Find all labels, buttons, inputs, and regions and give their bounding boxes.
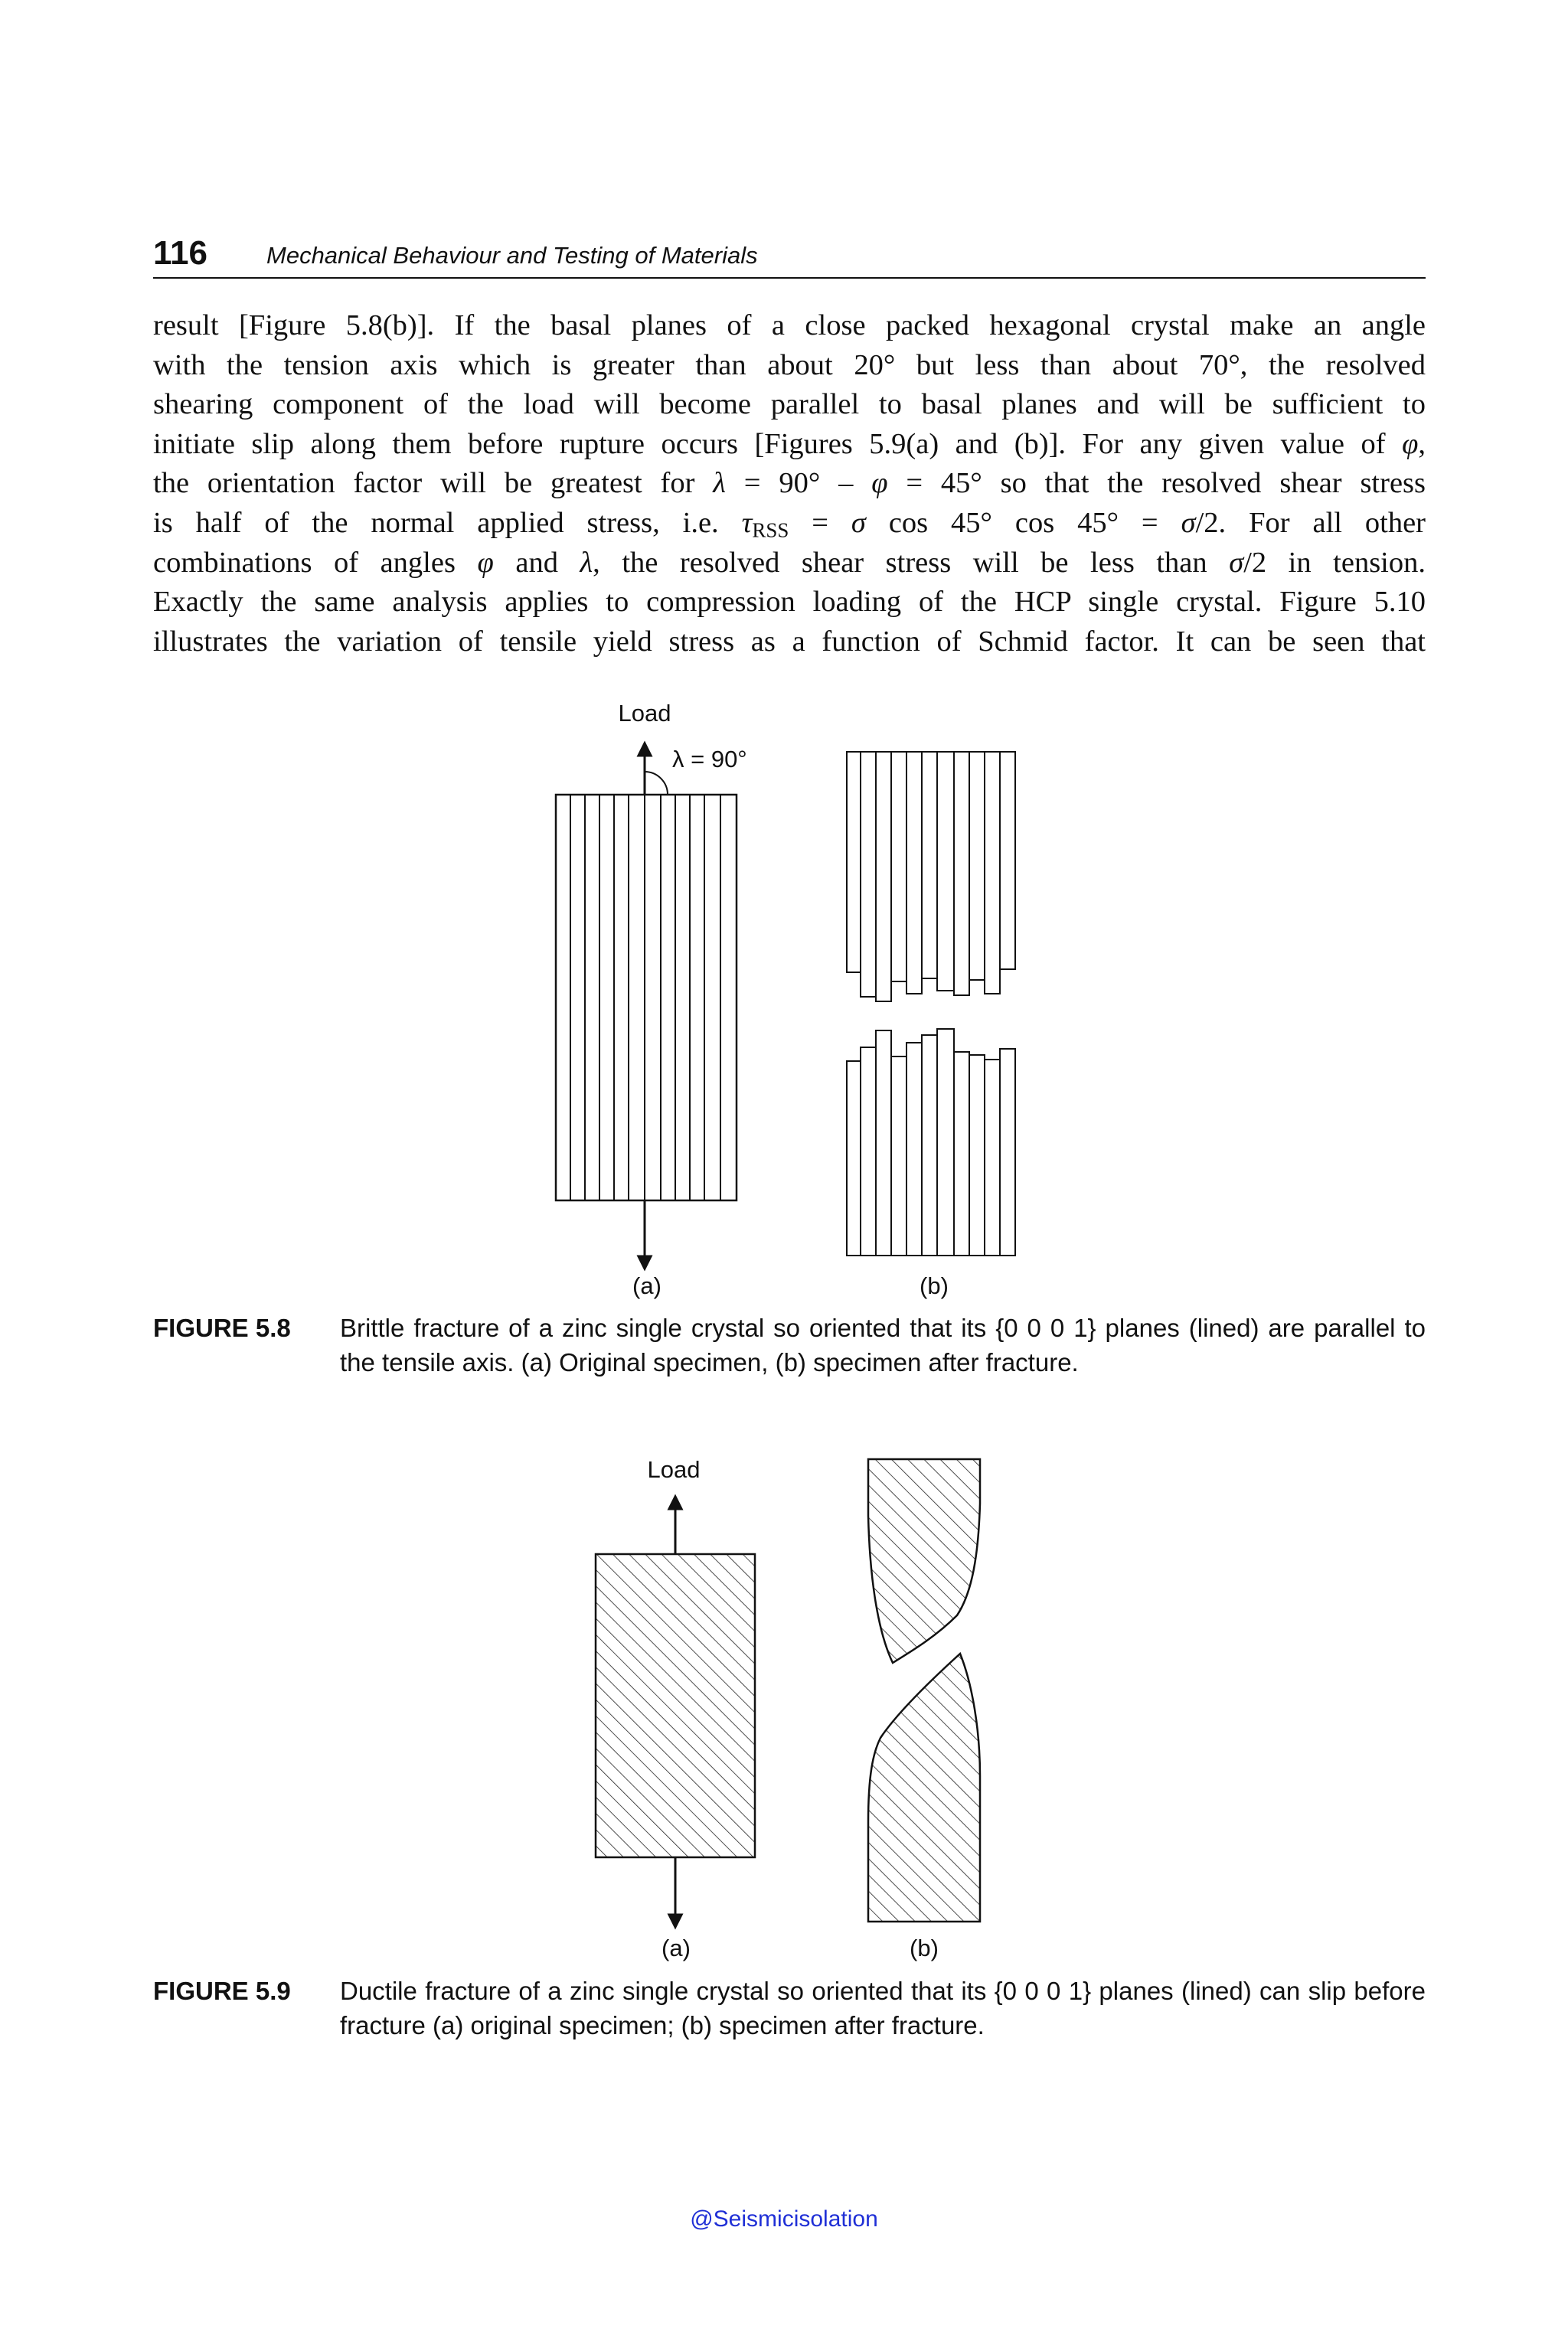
specimen-a-outline: [596, 1554, 755, 1857]
label-b: (b): [920, 1272, 949, 1299]
figure-5-9-drawing: [0, 1439, 1568, 1975]
specimen-a-original: [556, 700, 747, 1299]
caption-text: Brittle fracture of a zinc single crystal so oriented that its {0 0 0 1} planes (lined) are parallel to the tensile axis. (a) Original specimen, (b) specimen after fracture.: [340, 1314, 1426, 1377]
specimen-b-fractured: [847, 752, 1015, 1299]
watermark: @Seismicisolation: [690, 2206, 878, 2232]
lower-fragment: [847, 1029, 1015, 1256]
specimen-b-fractured: [868, 1459, 980, 1961]
figure-5-9-caption: [153, 1974, 1426, 2044]
body-line-7: combinations of angles φ and λ, the resolved shear stress will be less than σ/2 in tension.: [153, 546, 1426, 579]
body-line-5: the orientation factor will be greatest for λ = 90° – φ = 45° so that the resolved shear stress: [153, 467, 1426, 500]
caption-number: FIGURE 5.9: [153, 1977, 291, 2005]
body-line-1: result [Figure 5.8(b)]. If the basal planes of a close packed hexagonal crystal make an angle: [153, 309, 1426, 341]
caption-number: FIGURE 5.8: [153, 1314, 291, 1342]
upper-fragment: [847, 752, 1015, 1001]
upper-fragment: [868, 1459, 980, 1663]
load-label: Load: [618, 700, 671, 727]
body-line-9: illustrates the variation of tensile yield stress as a function of Schmid factor. It can be seen that: [153, 625, 1426, 658]
label-a: (a): [632, 1272, 662, 1299]
load-label: Load: [647, 1456, 701, 1483]
specimen-a-outline: [556, 795, 737, 1200]
page-number: 116: [153, 234, 207, 272]
body-line-4: initiate slip along them before rupture occurs [Figures 5.9(a) and (b)]. For any given value of φ,: [153, 427, 1426, 460]
label-b: (b): [910, 1935, 939, 1961]
figure-5-9: [0, 1439, 1568, 1975]
specimen-a-original: [596, 1456, 755, 1961]
basal-plane-lines: [570, 795, 720, 1200]
body-line-6: is half of the normal applied stress, i.e. $\tau_{RSS} = \sigma$ cos 45° cos 45° = σ/2. For all other: [153, 506, 1426, 542]
body-line-2: with the tension axis which is greater than about 20° but less than about 70°, the resolved: [153, 348, 1426, 381]
lower-fragment: [868, 1654, 980, 1922]
angle-arc: [645, 772, 668, 795]
figure-5-8-caption: [153, 1311, 1426, 1381]
body-line-8: Exactly the same analysis applies to compression loading of the HCP single crystal. Figure 5.10: [153, 586, 1426, 619]
body-line-3: shearing component of the load will become parallel to basal planes and will be sufficient to: [153, 388, 1426, 421]
angle-label: λ = 90°: [672, 746, 747, 772]
label-a: (a): [662, 1935, 691, 1961]
caption-text: Ductile fracture of a zinc single crystal so oriented that its {0 0 0 1} planes (lined) can slip before fracture (a) original specimen; (b) specimen after fracture.: [340, 1977, 1426, 2039]
running-title: Mechanical Behaviour and Testing of Materials: [266, 242, 758, 269]
